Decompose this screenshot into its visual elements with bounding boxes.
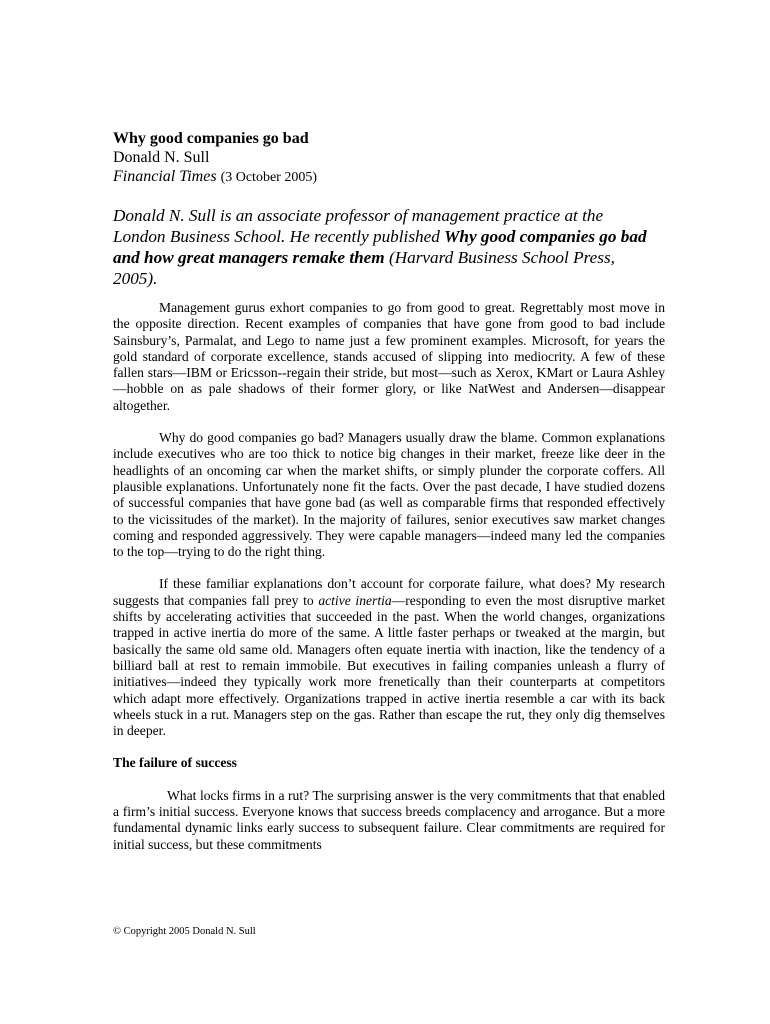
paragraph-4	[113, 788, 665, 853]
publication-date: (3 October 2005)	[220, 170, 317, 185]
publication-name: Financial Times	[113, 168, 217, 185]
bio-text-end: (Harvard Business School Press, 2005).	[113, 248, 615, 288]
paragraph-2	[113, 430, 665, 560]
author-bio	[113, 205, 653, 289]
paragraph-3	[113, 576, 665, 739]
book-title: Why good companies go bad and how great managers remake them	[113, 227, 647, 267]
paragraph-4-text: What locks firms in a rut? The surprising answer is the very commitments that that enabled a firm’s initial success. Everyone knows that success breeds complacency and arrogance. But a more fundamental dynamic links early success to subsequent failure. Clear commitments are required for initial success, but these commitments	[113, 787, 665, 852]
paragraph-3-text-end: —responding to even the most disruptive market shifts by accelerating activities that succeeded in the past. When the world changes, organizations trapped in active inertia do more of the same. A little faster perhaps or tweaked at the margin, but basically the same old same old. Managers often equate inertia with inaction, like the tendency of a billiard ball at rest to remain immobile. But executives in failing companies unleash a flurry of initiatives—indeed they typically work more frenetically than their counterparts at competitors which adapt more effectively. Organizations trapped in active inertia resemble a car with its back wheels stuck in a rut. Managers step on the gas. Rather than escape the rut, they only dig themselves in deeper.	[113, 592, 665, 739]
article-source	[113, 167, 673, 187]
article-body	[113, 300, 665, 869]
article-title: Why good companies go bad	[113, 130, 309, 147]
article-header	[113, 129, 673, 187]
section-heading: The failure of success	[113, 755, 237, 771]
copyright-footer: © Copyright 2005 Donald N. Sull	[113, 926, 256, 937]
paragraph-2-text: Why do good companies go bad? Managers usually draw the blame. Common explanations include executives who are too thick to notice big changes in their market, freeze like deer in the headlights of an oncoming car when the market shifts, or simply plunder the corporate coffers. All plausible explanations. Unfortunately none fit the facts. Over the past decade, I have studied dozens of successful companies that have gone bad (as well as comparable firms that responded effectively to the vicissitudes of the market). In the majority of failures, senior executives saw market changes coming and responded aggressively. They were capable managers—indeed many led the companies to the top—trying to do the right thing.	[113, 430, 665, 560]
active-inertia-term: active inertia	[318, 592, 392, 608]
paragraph-1-text: Management gurus exhort companies to go from good to great. Regrettably most move in the opposite direction. Recent examples of companies that have gone from good to bad include Sainsbury’s, Parmalat, and Lego to name just a few prominent examples. Microsoft, for years the gold standard of corporate excellence, stands accused of slipping into mediocrity. A few of these fallen stars—IBM or Ericsson--regain their stride, but most—such as Xerox, KMart or Laura Ashley—hobble on as pale shadows of their former glory, or like NatWest and Andersen—disappear altogether.	[113, 300, 665, 413]
paragraph-3-text-start: If these familiar explanations don’t account for corporate failure, what does? My research suggests that companies fall prey to	[113, 576, 665, 608]
paragraph-1	[113, 300, 665, 414]
article-author: Donald N. Sull	[113, 149, 210, 166]
bio-text-start: Donald N. Sull is an associate professor of management practice at the London Business School. He recently published	[113, 206, 604, 246]
